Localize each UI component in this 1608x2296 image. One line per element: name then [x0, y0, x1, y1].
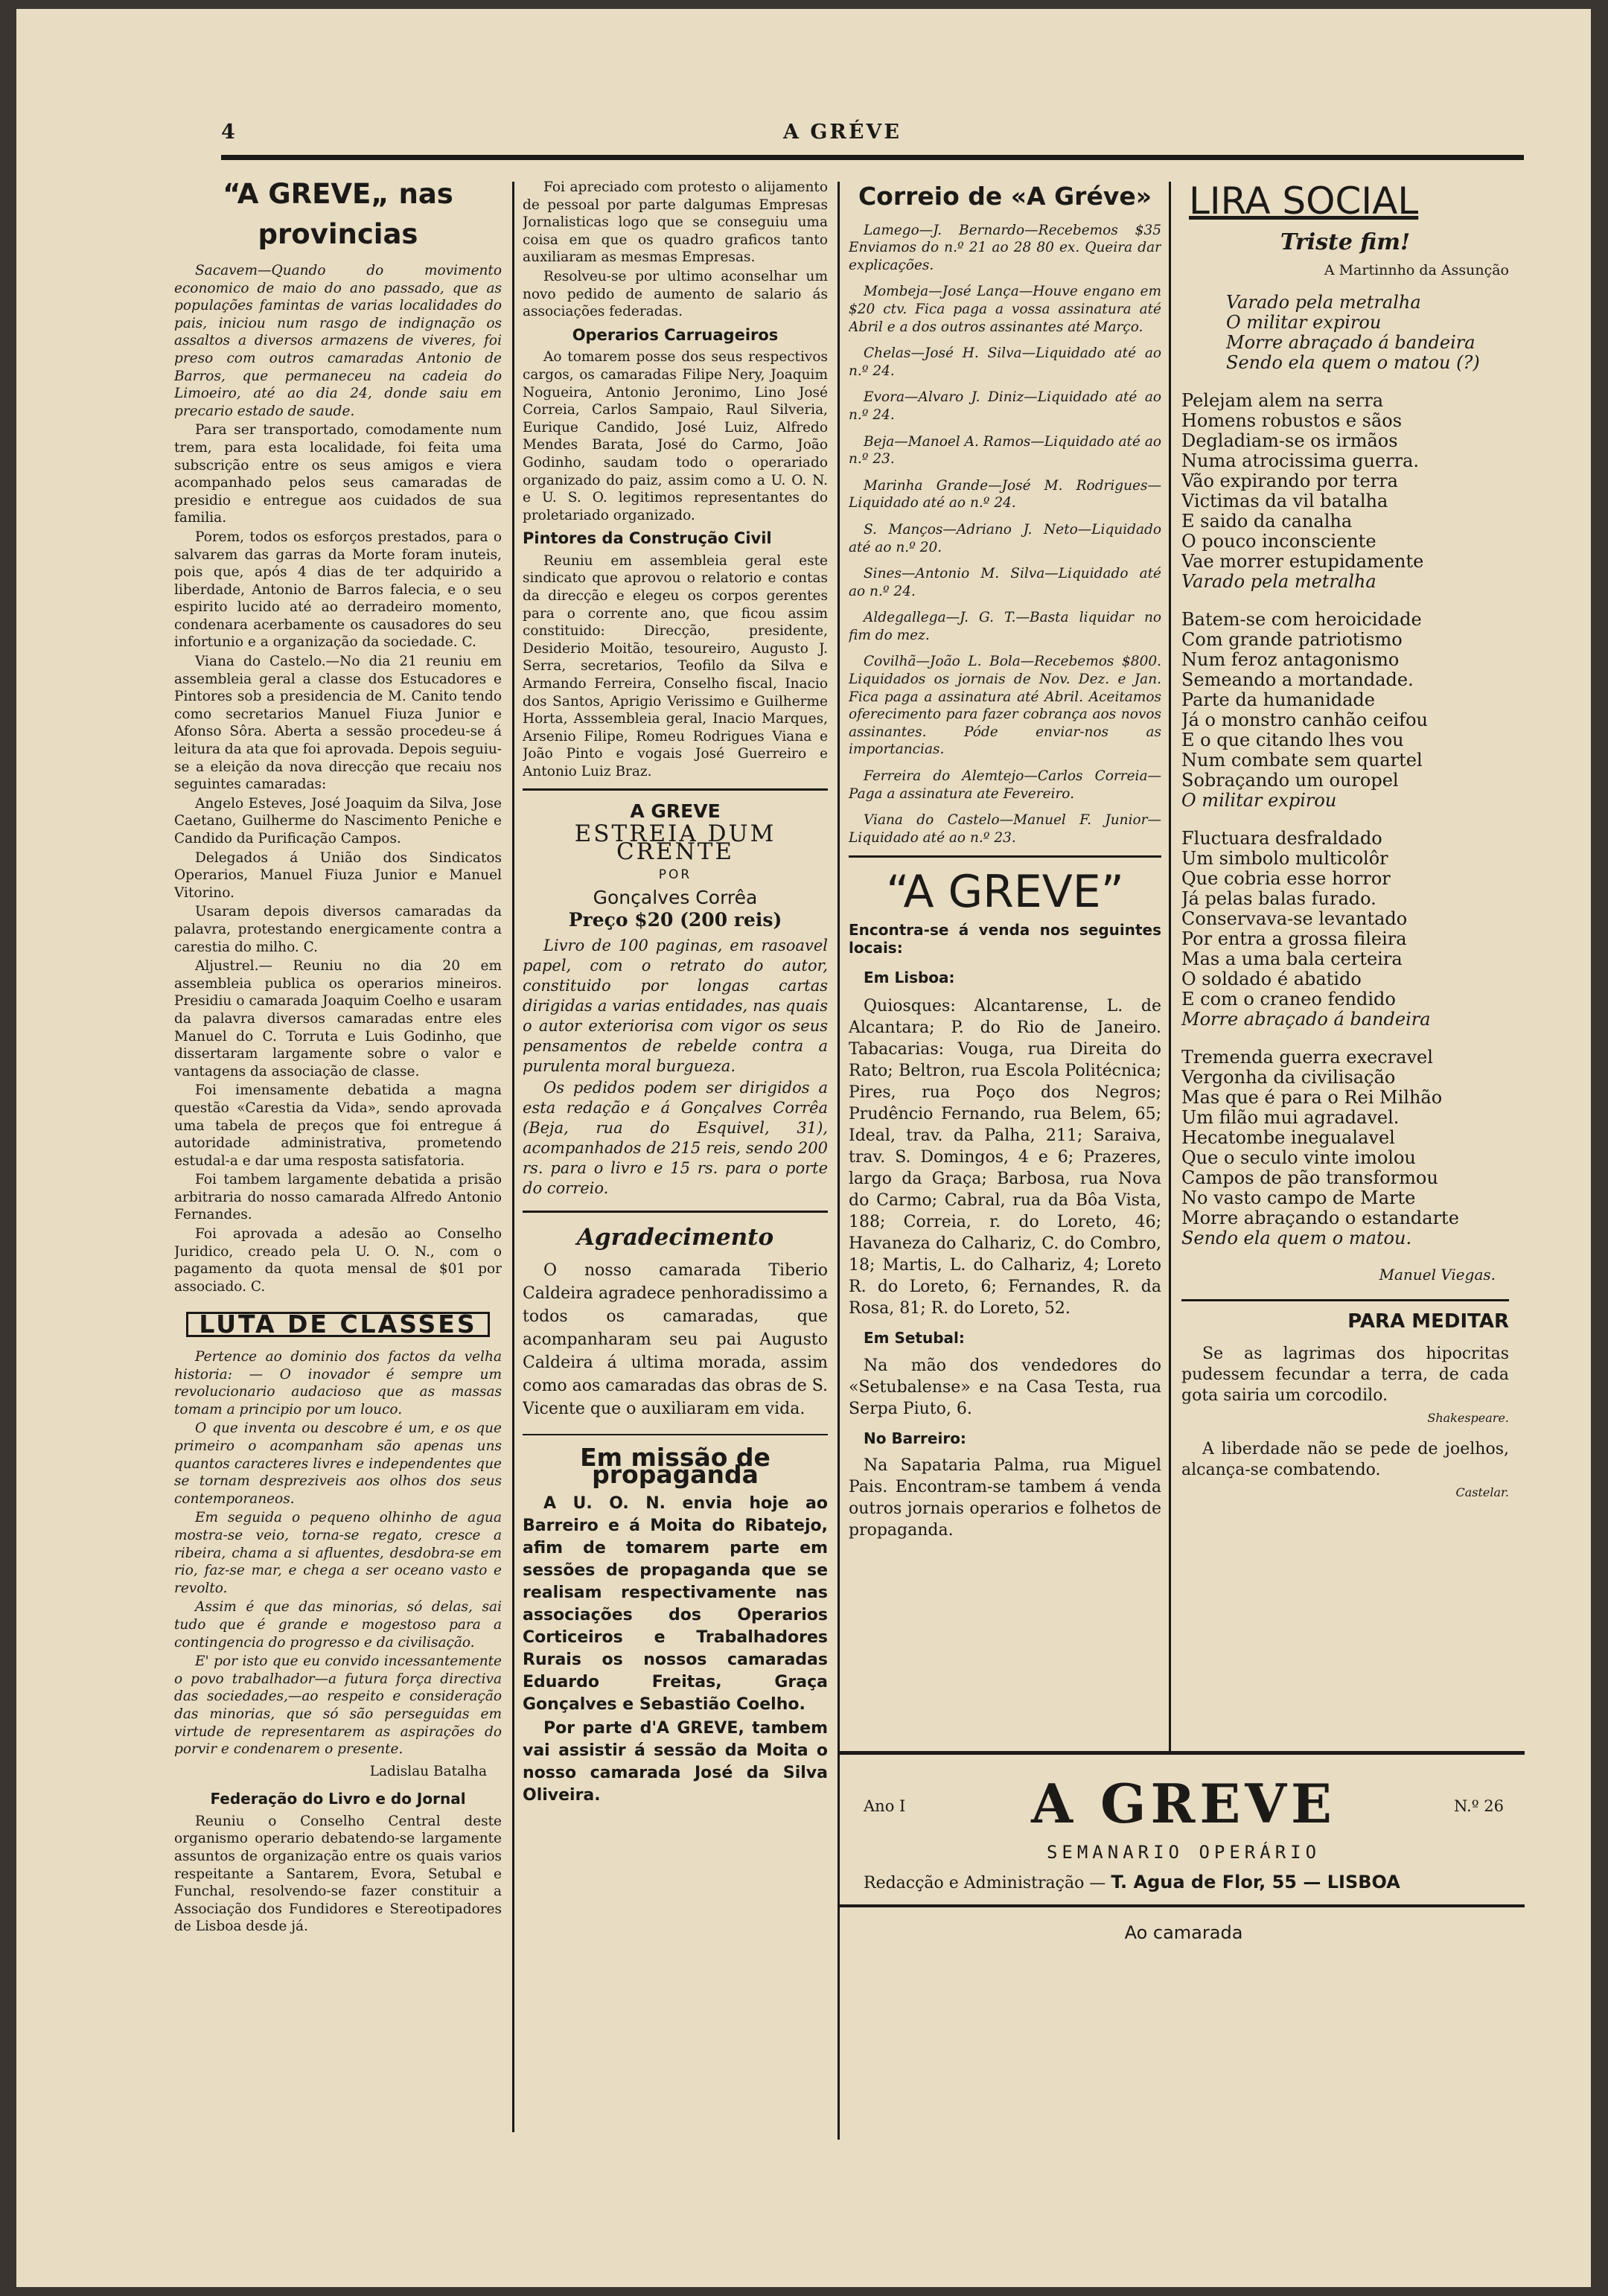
header-rule: [221, 155, 1524, 160]
correio-entry: Sines—Antonio M. Silva—Liquidado até ao n.º 24.: [849, 566, 1161, 599]
article-paragraph: Usaram depois diversos camaradas da palavra, protestando energicamente contra a carestia do milho. C.: [174, 904, 502, 955]
article-paragraph: Aljustrel.— Reuniu no dia 20 em assembleia publica os operarios mineiros. Presidiu o camarada Joaquim Coelho e usaram da palavra diversos camaradas entre eles Manuel do C. Torruta e Luis Godinho, que dissertaram largamente sobre o valor e vantagens da associação de classe.: [174, 958, 502, 1080]
lisboa-paragraph: Quiosques: Alcantarense, L. de Alcantara; P. do Rio de Janeiro. Tabacarias: Vouga, rua Direita do Rato; Beltron, rua Escola Politécnica; Pires, rua Poço dos Negros; Prudêncio Fernando, rua Belem, 65; Ideal, trav. da Palha, 211; Saraiva, trav. S. Domingos, 4 e 6; Prazeres, largo da Graça; Barbosa, rua Nova do Carmo; Cabral, rua da Bôa Vista, 188; Correia, r. do Loreto, 46; Havaneza do Calhariz, C. do Combro, 18; Martis, L. do Calhariz, 4; Loreto R. do Loreto, 6; Fernandes, R. da Rosa, 81; R. do Loreto, 52.: [849, 997, 1161, 1318]
poem-line: Pelejam alem na serra: [1181, 390, 1384, 412]
correio-entry: Lamego—J. Bernardo—Recebemos $35 Enviamos do n.º 21 ao 28 80 ex. Queira dar explicações.: [849, 222, 1161, 273]
divider: [523, 788, 828, 791]
poem-author: Manuel Viegas.: [1379, 1266, 1496, 1284]
poem-line: Varado pela metralha: [1226, 292, 1421, 313]
ad-price: Preço $20 (200 reis): [568, 908, 782, 931]
masthead-subtitle: SEMANARIO OPERÁRIO: [1046, 1842, 1321, 1863]
poem-line: Hecatombe inegualavel: [1181, 1127, 1395, 1149]
masthead-bottom-rule: [840, 1904, 1525, 1907]
poem-dedication: A Martinnho da Assunção: [1324, 261, 1509, 278]
poem-line: O soldado é abatido: [1181, 969, 1362, 990]
luta-paragraph: Pertence ao dominio dos factos da velha historia: — O inovador é sempre um revolucionario audacioso que as massas tomam a principio por um louco.: [174, 1349, 502, 1418]
poem-line: Vae morrer estupidamente: [1181, 551, 1424, 573]
poem-line: Fluctuara desfraldado: [1181, 828, 1382, 849]
poem-line: Sendo ela quem o matou.: [1181, 1228, 1412, 1249]
masthead-year: Ano I: [864, 1797, 906, 1815]
correio-entry: Covilhã—João L. Bola—Recebemos $800. Liquidados os jornais de Nov. Dez. e Jan. Fica paga a assinatura até Abril. Aceitamos oferecimento para fazer cobrança aos novos assinantes. Póde enviar-nos as importancias.: [849, 654, 1161, 758]
poem-line: O militar expirou: [1226, 312, 1382, 334]
article-paragraph: Reuniu em assembleia geral este sindicato que aprovou o relatorio e contas da direcção e elegeu os corpos gerentes para o corrente ano, que ficou assim constituido: Direcção, presidente, Desiderio Moitão, tesoureiro, Augusto J. Serra, secretarios, Teofilo da Silva e Armando Ferreira, Conselho fiscal, Inacio dos Santos, Aprigio Verissimo e Guilherme Horta, Asssembleia geral, Inacio Marques, Arsenio Filipe, Romeu Rodrigues Viana e João Pinto e vogais José Guerreiro e Antonio Luiz Braz.: [523, 552, 828, 779]
poem-title: Triste fim!: [1280, 229, 1411, 255]
divider: [523, 1211, 828, 1213]
poem-line: Que o seculo vinte imolou: [1181, 1147, 1416, 1169]
correio-entry: Evora—Alvaro J. Diniz—Liquidado até ao n.º 24.: [849, 389, 1161, 423]
newspaper-page: [16, 9, 1591, 2287]
poem-line: Numa atrocissima guerra.: [1181, 450, 1420, 472]
article-paragraph: Resolveu-se por ultimo aconselhar um novo pedido de aumento de salario ás associações federadas.: [523, 268, 828, 320]
poem-line: Sobraçando um ouropel: [1181, 770, 1399, 791]
poem-line: Varado pela metralha: [1181, 571, 1376, 593]
poem-line: Batem-se com heroicidade: [1181, 609, 1422, 631]
column-divider: [512, 182, 514, 2132]
poem-line: E saido da canalha: [1181, 511, 1353, 532]
ad-paper-name: A GREVE: [630, 800, 721, 822]
poem: [1181, 293, 1509, 1249]
poem-line: Victimas da vil batalha: [1181, 491, 1388, 512]
missao-paragraph: A U. O. N. envia hoje ao Barreiro e á Moita do Ribatejo, afim de tomarem parte em sessões de propaganda que se realisam respectivamente nas associações dos Operarios Corticeiros e Trabalhadores Rurais os nossos camaradas Eduardo Freitas, Graça Gonçalves e Sebastião Coelho.: [523, 1493, 828, 1714]
poem-line: No vasto campo de Marte: [1181, 1187, 1416, 1209]
correio-title: Correio de «A Gréve»: [858, 182, 1152, 211]
poem-line: Vão expirando por terra: [1181, 471, 1398, 492]
article-paragraph: Delegados á União dos Sindicatos Operarios, Manuel Fiuza Junior e Manuel Vitorino.: [174, 849, 502, 901]
poem-line: Sendo ela quem o matou (?): [1226, 352, 1480, 374]
poem-line: Conservava-se levantado: [1181, 908, 1408, 930]
setubal-label: Em Setubal:: [864, 1329, 965, 1348]
poem-line: Já o monstro canhão ceifou: [1181, 709, 1428, 731]
article-paragraph: Foi imensamente debatida a magna questão «Carestia da Vida», sendo aprovada uma tabela de preços que foi entregue á autoridade administrativa, prometendo estudal-a e dar uma resposta satisfatoria.: [174, 1082, 502, 1169]
ad-title: ESTREIA DUM CRENTE: [574, 820, 776, 865]
masthead: [849, 1766, 1519, 1959]
provincias-title: “A GREVE„ nas provincias: [223, 178, 453, 250]
poem-line: Parte da humanidade: [1181, 689, 1375, 711]
quote-author: Castelar.: [1455, 1485, 1509, 1499]
correio-entry: Viana do Castelo—Manuel F. Junior—Liquidado até ao n.º 23.: [849, 812, 1161, 846]
poem-line: O pouco inconsciente: [1181, 531, 1376, 552]
poem-line: Semeando a mortandade.: [1181, 669, 1414, 691]
correio-entry: Chelas—José H. Silva—Liquidado até ao n.º 24.: [849, 345, 1161, 379]
poem-line: Morre abraçando o estandarte: [1181, 1208, 1459, 1229]
greve-title: “A GREVE”: [886, 866, 1124, 919]
barreiro-label: No Barreiro:: [864, 1429, 966, 1447]
column-2: [523, 179, 828, 2144]
quote: Se as lagrimas dos hipocritas pudessem fecundar a terra, de cada gota sairia um corcodilo.: [1181, 1345, 1509, 1406]
article-paragraph: Ao tomarem posse dos seus respectivos cargos, os camaradas Filipe Nery, Joaquim Nogueira, Antonio Jeronimo, Lino José Correia, Carlos Sampaio, Raul Silveria, Eurique Candido, José Luiz, Alfredo Mendes Barata, José do Carmo, João Godinho, saudam todo o operariado organizado do paiz, assim como a U. O. N. e U. S. O. legitimos representantes do proletariado organizado.: [523, 349, 828, 523]
luta-paragraph: E' por isto que eu convido incessantemente o povo trabalhador—a futura força directiva das sociedades,—ao respeito e consideração das minorias, que só são perseguidas em virtude de representarem as aspirações do porvir e condenarem o presente.: [174, 1654, 502, 1758]
article-paragraph: Angelo Esteves, José Joaquim da Silva, Jose Caetano, Guilherme do Nascimento Peniche e Candido da Purificação Campos.: [174, 795, 502, 846]
poem-line: Um filão mui agradavel.: [1181, 1107, 1400, 1129]
luta-paragraph: Assim é que das minorias, só delas, sai tudo que é grande e mogestoso para a contingencia do progresso e da civilisação.: [174, 1599, 502, 1651]
federacao-title: Federação do Livro e do Jornal: [210, 1790, 466, 1808]
agradecimento-title: Agradecimento: [576, 1224, 774, 1251]
greve-subtitle: Encontra-se á venda nos seguintes locais:: [849, 921, 1161, 957]
masthead-number: N.º 26: [1454, 1797, 1504, 1815]
masthead-to-camarada: Ao camarada: [1124, 1922, 1243, 1943]
ad-por: POR: [658, 867, 692, 883]
lisboa-label: Em Lisboa:: [864, 968, 955, 986]
poem-line: Que cobria esse horror: [1181, 868, 1391, 890]
divider: [849, 855, 1161, 858]
poem-line: Por entra a grossa fileira: [1181, 928, 1407, 950]
luta-signature: Ladislau Batalha: [369, 1763, 487, 1779]
article-paragraph: Para ser transportado, comodamente num trem, para esta localidade, foi feita uma subscrição entre os seus amigos e viera acompanhado pelos seus camaradas de presidio e entregue aos cuidados de sua familia.: [174, 422, 502, 526]
missao-paragraph: Por parte d'A GREVE, tambem vai assistir á sessão da Moita o nosso camarada José da Silva Oliveira.: [523, 1718, 828, 1805]
poem-line: Um simbolo multicolôr: [1181, 848, 1388, 870]
poem-stanza: [1181, 829, 1509, 1030]
carruageiros-title: Operarios Carruageiros: [572, 325, 779, 344]
poem-line: Tremenda guerra execravel: [1181, 1047, 1433, 1068]
ad-paragraph: Os pedidos podem ser dirigidos a esta redação e á Gonçalves Corrêa (Beja, rua do Esquivel, 31), acompanhados de 215 reis, sendo 200 rs. para o livro e 15 rs. para o porte do correio.: [523, 1079, 828, 1198]
meditar-title: PARA MEDITAR: [1347, 1310, 1509, 1333]
poem-stanza: [1226, 293, 1509, 373]
pintores-title: Pintores da Construção Civil: [523, 529, 772, 548]
poem-line: O militar expirou: [1181, 790, 1337, 811]
poem-line: Mas a uma bala certeira: [1181, 948, 1403, 970]
poem-stanza: [1181, 610, 1509, 811]
poem-line: Morre abraçado á bandeira: [1226, 332, 1475, 354]
poem-line: Mas que é para o Rei Milhão: [1181, 1087, 1443, 1109]
poem-line: Vergonha da civilisação: [1181, 1067, 1396, 1088]
column-1: [174, 174, 502, 2140]
masthead-address-line: [864, 1872, 1400, 1892]
poem-line: Num combate sem quartel: [1181, 750, 1423, 771]
article-paragraph: Porem, todos os esforços prestados, para o salvarem das garras da Morte foram inuteis, pois que, após 4 dias de ter adquirido a liberdade, Antonio de Barros falecia, e o seu espirito lucido até ao derradeiro momento, condenara acerbamente os causadores do seu infortunio e a organização da sociedade. C.: [174, 529, 502, 651]
article-paragraph: Foi apreciado com protesto o alijamento de pessoal por parte dalgumas Empresas Jornalisticas logo que se conseguiu uma coisa em que os quadro graficos tanto auxiliaram as mesmas Empresas.: [523, 179, 828, 266]
correio-entry: Marinha Grande—José M. Rodrigues—Liquidado até ao n.º 24.: [849, 477, 1161, 511]
correio-entry: Mombeja—José Lança—Houve engano em $20 ctv. Fica paga a vossa assinatura até Abril e a dos outros assinantes até Março.: [849, 284, 1161, 335]
column-divider: [838, 182, 840, 2140]
luta-title: LUTA DE CLASSES: [186, 1312, 489, 1337]
masthead-top-rule: [840, 1751, 1525, 1755]
correio-entry: Beja—Manoel A. Ramos—Liquidado até ao n.º 23.: [849, 433, 1161, 468]
lira-title: LIRA SOCIAL: [1189, 179, 1419, 223]
column-divider: [1169, 182, 1171, 1751]
article-paragraph: Sacavem—Quando do movimento economico de maio do ano passado, que as populações famintas de varias localidades do pais, iniciou num rasgo de indignação os assaltos a diversos armazens de viveres, foi preso com outros camaradas Antonio de Barros, que permaneceu na cadeia do Limoeiro, até ao dia 24, donde saiu em precario estado de saude.: [174, 263, 502, 419]
barreiro-paragraph: Na Sapataria Palma, rua Miguel Pais. Encontram-se tambem á venda outros jornais operarios e folhetos de propaganda.: [849, 1456, 1161, 1540]
correio-entry: S. Manços—Adriano J. Neto—Liquidado até ao n.º 20.: [849, 521, 1161, 555]
poem-stanza: [1181, 1047, 1509, 1249]
divider: [523, 1434, 828, 1435]
article-paragraph: Foi tambem largamente debatida a prisão arbitraria do nosso camarada Alfredo Antonio Fernandes.: [174, 1172, 502, 1223]
poem-line: Com grande patriotismo: [1181, 629, 1403, 651]
poem-line: Campos de pão transformou: [1181, 1167, 1438, 1189]
ad-paragraph: Livro de 100 paginas, em rasoavel papel, com o retrato do autor, constituido por longas cartas dirigidas a varias entidades, nas quais o autor exteriorisa com vigor os seus pensamentos de rebelde contra a purulenta moral burgueza.: [523, 937, 828, 1076]
poem-line: Já pelas balas furado.: [1181, 888, 1376, 910]
agradecimento-paragraph: O nosso camarada Tiberio Caldeira agradece penhoradissimo a todos os camaradas, que acompanharam seu pai Augusto Caldeira á ultima morada, assim como aos camaradas das obras de S. Vicente que o auxiliaram em vida.: [523, 1260, 828, 1418]
missao-title: Em missão de propaganda: [580, 1442, 770, 1490]
masthead-address: T. Agua de Flor, 55 — LISBOA: [1111, 1872, 1400, 1892]
column-4: [1181, 179, 1509, 1750]
masthead-title: A GREVE: [1031, 1772, 1336, 1835]
quote: A liberdade não se pede de joelhos, alcança-se combatendo.: [1181, 1439, 1509, 1479]
poem-line: Num feroz antagonismo: [1181, 649, 1400, 671]
ad-author: Gonçalves Corrêa: [593, 886, 758, 908]
page-number: 4: [221, 121, 237, 144]
luta-paragraph: Em seguida o pequeno olhinho de agua mostra-se veio, torna-se regato, cresce a ribeira, chama a si afluentes, desdobra-se em rio, faz-se mar, e chega a ser oceano vasto e revolto.: [174, 1510, 502, 1596]
poem-stanza: [1181, 391, 1509, 592]
setubal-paragraph: Na mão dos vendedores do «Setubalense» e na Casa Testa, rua Serpa Piuto, 6.: [849, 1356, 1161, 1418]
poem-line: Degladiam-se os irmãos: [1181, 430, 1398, 452]
poem-line: Homens robustos e sãos: [1181, 410, 1403, 432]
correio-entry: Aldegallega—J. G. T.—Basta liquidar no fim do mez.: [849, 610, 1161, 643]
running-header: A GRÉVE: [783, 121, 902, 144]
poem-line: Morre abraçado á bandeira: [1181, 1009, 1431, 1030]
article-paragraph: Foi aprovada a adesão ao Conselho Juridico, creado pela U. O. N., com o pagamento da quota mensal de $01 por associado. C.: [174, 1226, 502, 1295]
quote-author: Shakespeare.: [1427, 1411, 1509, 1426]
article-paragraph: Viana do Castelo.—No dia 21 reuniu em assembleia geral a classe dos Estucadores e Pintores sob a presidencia de M. Canito tendo como secretarios Manuel Fiuza Junior e Afonso Sôra. Aberta a sessão procedeu-se á leitura da ata que foi aprovada. Depois seguiu-se a eleição da nova direcção que recaiu nos seguintes camaradas:: [174, 654, 502, 793]
masthead-redacao: Redacção e Administração —: [864, 1874, 1106, 1892]
luta-paragraph: O que inventa ou descobre é um, e os que primeiro o acompanham são apenas uns quantos caracteres livres e independentes que se tornam despreziveis aos olhos dos seus contemporaneos.: [174, 1420, 502, 1507]
correio-entry: Ferreira do Alemtejo—Carlos Correia—Paga a assinatura ate Fevereiro.: [849, 768, 1161, 802]
federacao-paragraph: Reuniu o Conselho Central deste organismo operario debatendo-se largamente assuntos de organização entre os quais varios respeitante a Santarem, Evora, Setubal e Funchal, resolvendo-se fazer constituir a Associação dos Fundidores e Stereotipadores de Lisboa desde já.: [174, 1813, 502, 1935]
poem-line: E o que citando lhes vou: [1181, 730, 1404, 751]
poem-line: E com o craneo fendido: [1181, 989, 1396, 1010]
divider: [1181, 1299, 1509, 1301]
